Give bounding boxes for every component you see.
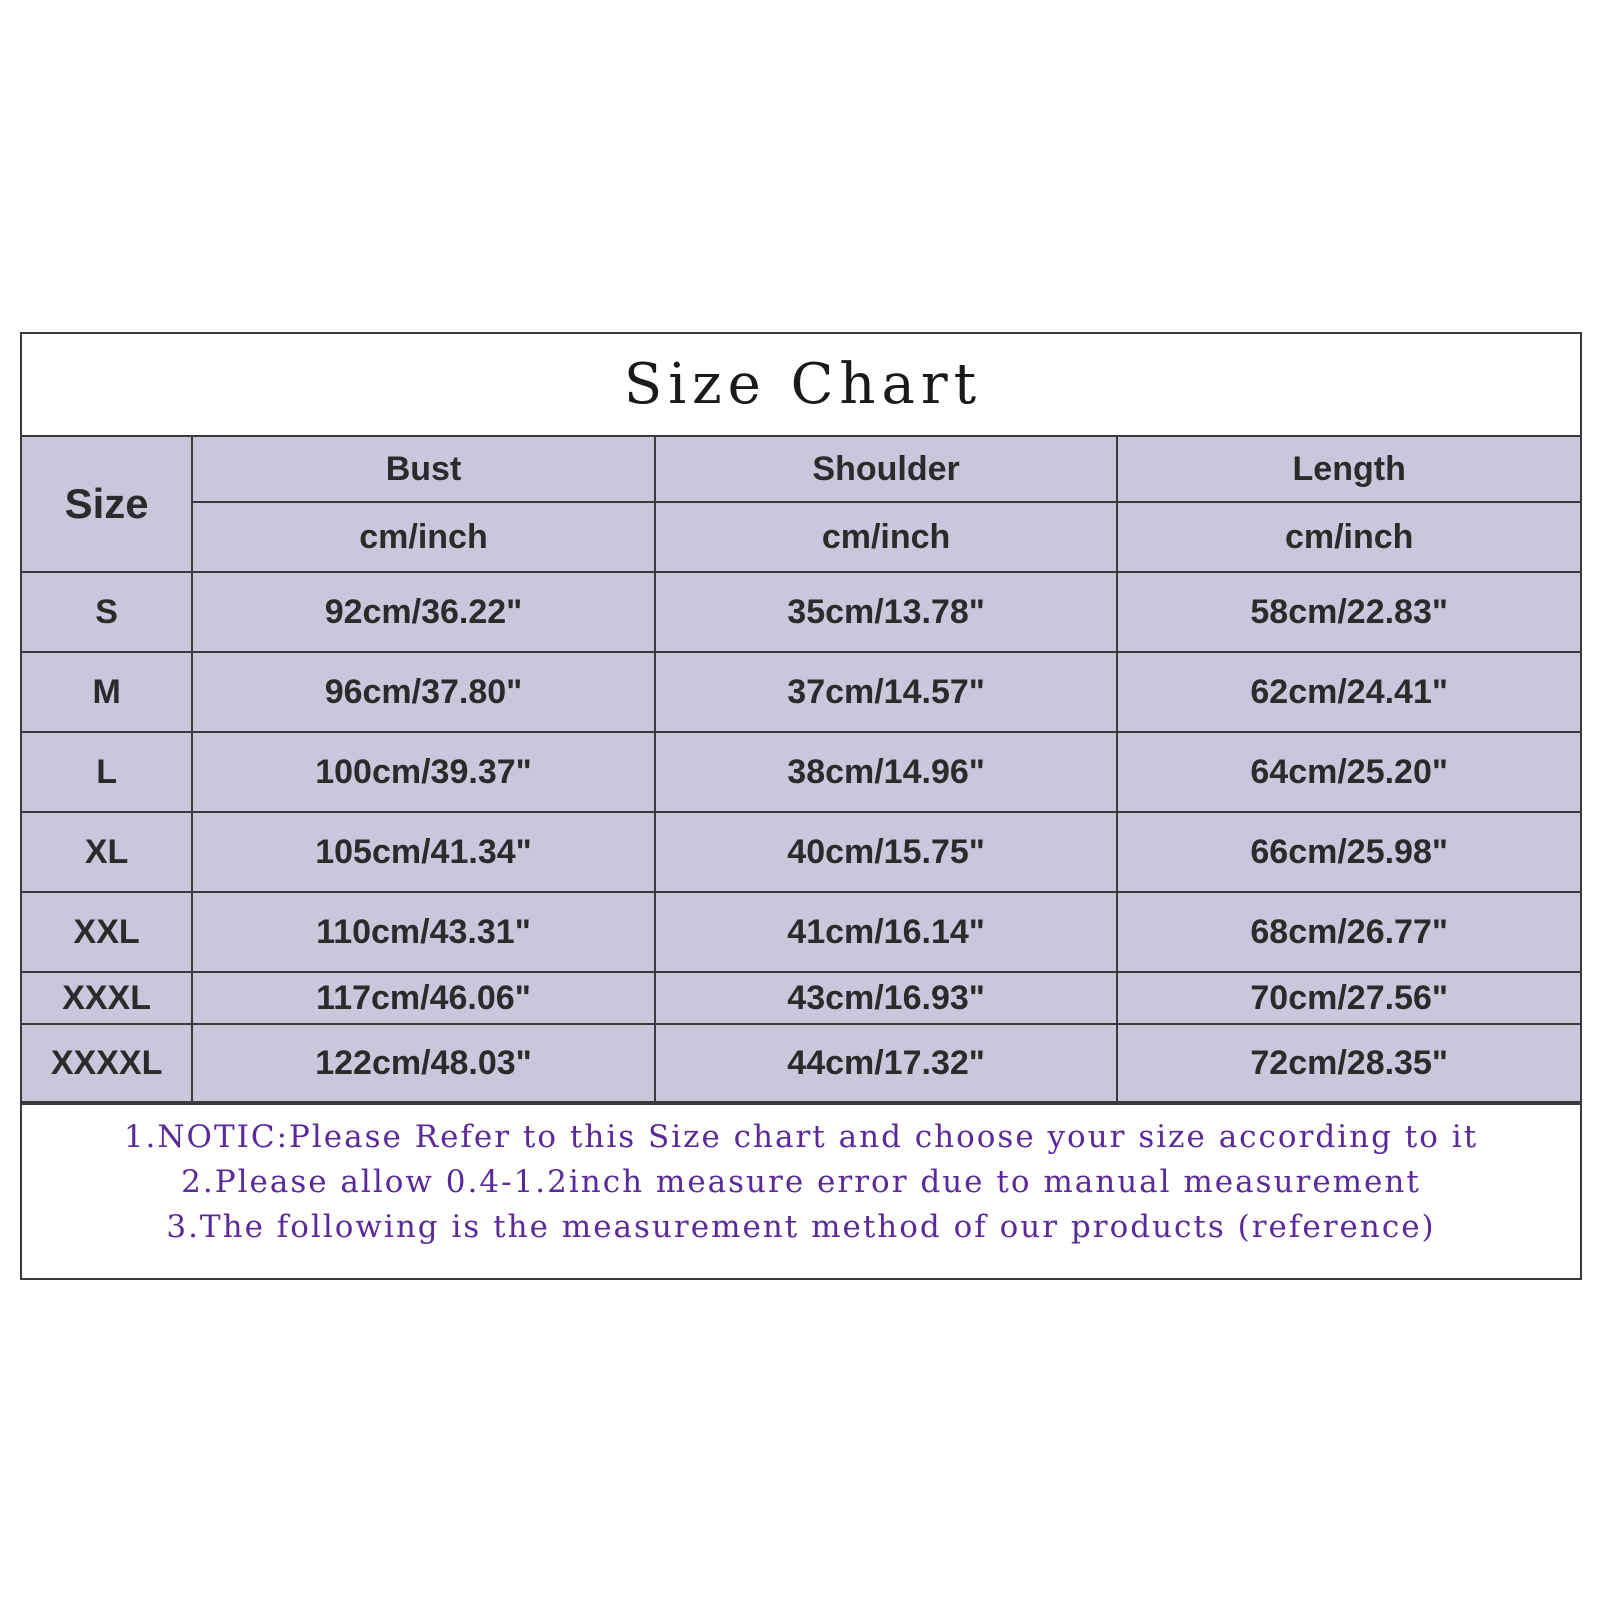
bust-unit: [192, 502, 655, 572]
size-cell: XXXXL: [22, 1024, 192, 1102]
note-line: 2.Please allow 0.4-1.2inch measure error due to manual measurement: [181, 1164, 1421, 1200]
shoulder-cell: 41cm/16.14": [655, 892, 1118, 972]
size-cell: XL: [22, 812, 192, 892]
shoulder-cell: 37cm/14.57": [655, 652, 1118, 732]
length-cell: 58cm/22.83": [1117, 572, 1580, 652]
size-cell: XXL: [22, 892, 192, 972]
title-row: [22, 334, 1580, 437]
table-row: [22, 812, 1580, 892]
shoulder-cell: 38cm/14.96": [655, 732, 1118, 812]
header-row: [22, 437, 1580, 502]
table-row: [22, 732, 1580, 812]
note-line: 1.NOTIC:Please Refer to this Size chart and choose your size according to it: [123, 1119, 1479, 1155]
size-cell: XXXL: [22, 972, 192, 1024]
shoulder-cell: 43cm/16.93": [655, 972, 1118, 1024]
table-row: [22, 572, 1580, 652]
length-cell: 62cm/24.41": [1117, 652, 1580, 732]
shoulder-cell: 40cm/15.75": [655, 812, 1118, 892]
length-unit-label: cm/inch: [1284, 517, 1414, 556]
length-cell: 68cm/26.77": [1117, 892, 1580, 972]
bust-cell: 122cm/48.03": [192, 1024, 655, 1102]
bust-cell: 105cm/41.34": [192, 812, 655, 892]
bust-cell: 117cm/46.06": [192, 972, 655, 1024]
shoulder-unit-label: cm/inch: [821, 517, 951, 556]
length-unit: [1117, 502, 1580, 572]
length-cell: 72cm/28.35": [1117, 1024, 1580, 1102]
bust-column-header: Bust: [192, 437, 655, 502]
size-cell: M: [22, 652, 192, 732]
chart-title: Size Chart: [623, 352, 983, 417]
shoulder-cell: 35cm/13.78": [655, 572, 1118, 652]
size-cell: S: [22, 572, 192, 652]
unit-row: [22, 502, 1580, 572]
length-cell: 66cm/25.98": [1117, 812, 1580, 892]
size-column-header: Size: [22, 437, 192, 572]
notes-section: [22, 1103, 1580, 1250]
table-row: [22, 652, 1580, 732]
table-row: [22, 1024, 1580, 1102]
size-chart: [20, 332, 1582, 1280]
size-table: [22, 437, 1580, 1103]
length-cell: 70cm/27.56": [1117, 972, 1580, 1024]
note-line: 3.The following is the measurement method of our products (reference): [166, 1209, 1436, 1245]
length-column-header: Length: [1117, 437, 1580, 502]
bust-unit-label: cm/inch: [359, 517, 488, 556]
table-row: [22, 972, 1580, 1024]
shoulder-cell: 44cm/17.32": [655, 1024, 1118, 1102]
table-row: [22, 892, 1580, 972]
shoulder-unit: [655, 502, 1118, 572]
bust-cell: 100cm/39.37": [192, 732, 655, 812]
bust-cell: 110cm/43.31": [192, 892, 655, 972]
length-cell: 64cm/25.20": [1117, 732, 1580, 812]
shoulder-column-header: Shoulder: [655, 437, 1118, 502]
bust-cell: 96cm/37.80": [192, 652, 655, 732]
size-cell: L: [22, 732, 192, 812]
bust-cell: 92cm/36.22": [192, 572, 655, 652]
